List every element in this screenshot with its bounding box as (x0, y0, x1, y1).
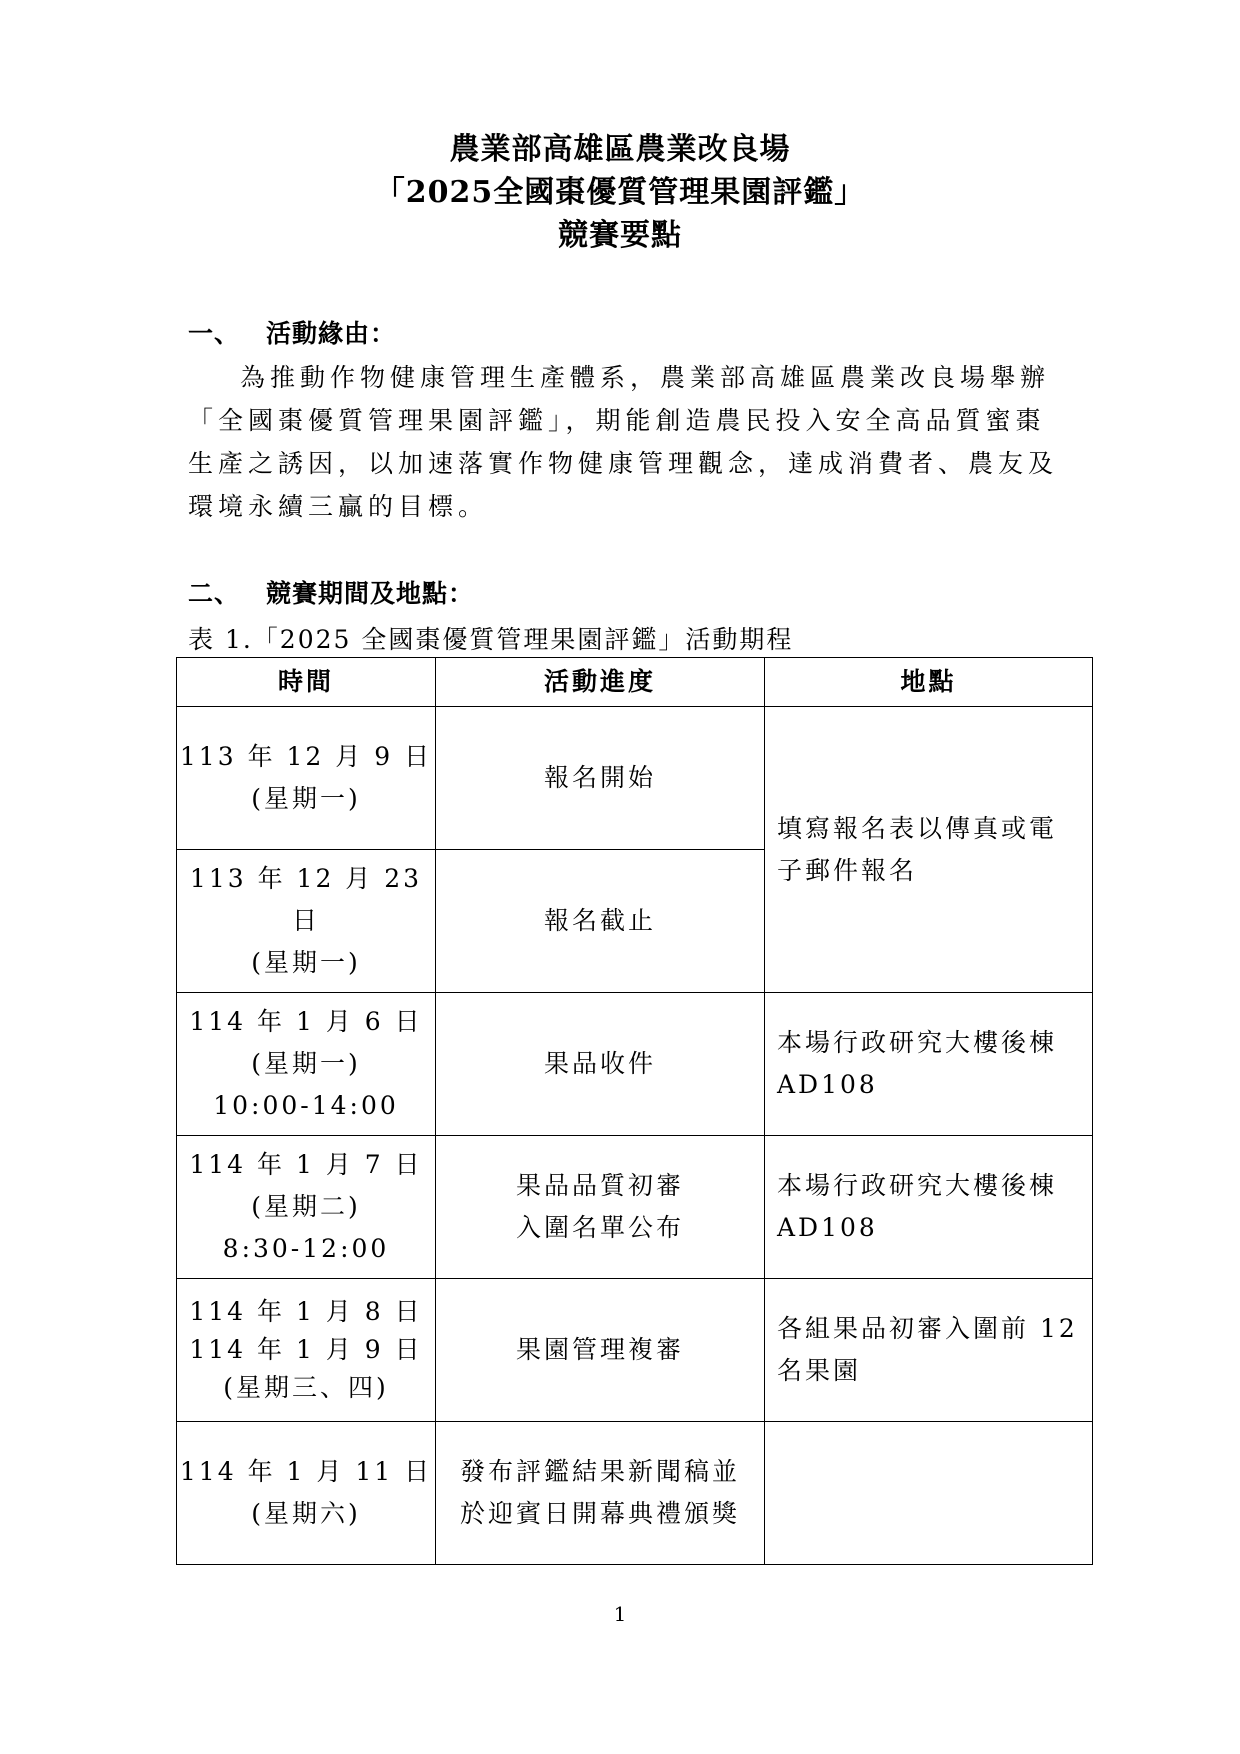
time-cell (177, 993, 436, 1136)
time-line: (星期一) (251, 784, 361, 813)
activity-cell (436, 1279, 765, 1422)
activity-line: 果品品質初審 (515, 1171, 684, 1200)
location-cell (765, 1279, 1093, 1422)
time-line: 8:30-12:00 (222, 1234, 390, 1263)
section-1-number: 一、 (188, 319, 241, 348)
activity-cell (436, 1422, 765, 1565)
time-cell (177, 1279, 436, 1422)
section-1-body: 為推動作物健康管理生產體系，農業部高雄區農業改良場舉辦「全國棗優質管理果園評鑑」，期能創造農民投入安全高品質蜜棗生產之誘因，以加速落實作物健康管理觀念，達成消費者、農友及環境永續三贏的目標。 (188, 363, 1059, 521)
table-row (177, 707, 1093, 850)
location-cell (765, 1422, 1093, 1565)
activity-line: 報名截止 (543, 906, 656, 935)
location-text: 各組果品初審入圍前 12 名果園 (777, 1314, 1078, 1385)
time-line: 114 年 1 月 7 日 (189, 1150, 423, 1179)
table-caption: 表 1.「2025 全國棗優質管理果園評鑑」活動期程 (188, 625, 794, 654)
document-title (0, 128, 1240, 257)
header-activity: 活動進度 (436, 658, 765, 707)
activity-line: 果品收件 (543, 1049, 656, 1078)
title-organization: 農業部高雄區農業改良場 (449, 132, 791, 167)
section-2-title: 競賽期間及地點： (266, 579, 475, 608)
time-cell (177, 1422, 436, 1565)
table-row (177, 993, 1093, 1136)
location-cell (765, 993, 1093, 1136)
header-time: 時間 (177, 658, 436, 707)
time-cell (177, 707, 436, 850)
activity-line: 報名開始 (543, 763, 656, 792)
activity-cell (436, 993, 765, 1136)
time-cell (177, 1136, 436, 1279)
time-line: 114 年 1 月 11 日 (179, 1457, 433, 1486)
schedule-table (176, 657, 1093, 1565)
activity-cell (436, 1136, 765, 1279)
activity-cell (436, 850, 765, 993)
time-line: 113 年 12 月 9 日 (179, 742, 433, 771)
title-subtitle: 競賽要點 (558, 218, 682, 253)
section-2-number: 二、 (188, 579, 241, 608)
title-event-name: 「2025全國棗優質管理果園評鑑」 (374, 175, 866, 210)
time-line: (星期六) (251, 1499, 361, 1528)
activity-line: 果園管理複審 (515, 1335, 684, 1364)
header-location: 地點 (765, 658, 1093, 707)
table-row (177, 1136, 1093, 1279)
section-1-title: 活動緣由： (266, 319, 397, 348)
time-cell (177, 850, 436, 993)
location-text: 填寫報名表以傳真或電子郵件報名 (777, 813, 1058, 885)
page-number: 1 (613, 1602, 627, 1626)
location-cell (765, 707, 1093, 993)
time-line: 10:00-14:00 (213, 1091, 399, 1120)
time-line: 114 年 1 月 9 日 (189, 1335, 423, 1364)
time-line: 113 年 12 月 23 日 (189, 864, 423, 935)
activity-cell (436, 707, 765, 850)
time-line: 114 年 1 月 8 日 (189, 1297, 423, 1326)
activity-line: 於迎賓日開幕典禮頒獎 (459, 1499, 740, 1528)
section-2-heading (188, 576, 474, 612)
activity-line: 發布評鑑結果新聞稿並 (459, 1457, 740, 1486)
table-row (177, 1279, 1093, 1422)
time-line: (星期二) (251, 1192, 361, 1221)
section-1-heading (188, 316, 396, 352)
location-text: 本場行政研究大樓後棟 AD108 (777, 1028, 1058, 1099)
time-line: (星期一) (251, 1049, 361, 1078)
location-cell (765, 1136, 1093, 1279)
time-line: (星期三、四) (223, 1373, 389, 1402)
time-line: 114 年 1 月 6 日 (189, 1007, 423, 1036)
activity-line: 入圍名單公布 (515, 1213, 684, 1242)
time-line: (星期一) (251, 948, 361, 977)
table-row (177, 1422, 1093, 1565)
location-text: 本場行政研究大樓後棟 AD108 (777, 1171, 1058, 1242)
table-header-row (177, 658, 1093, 707)
